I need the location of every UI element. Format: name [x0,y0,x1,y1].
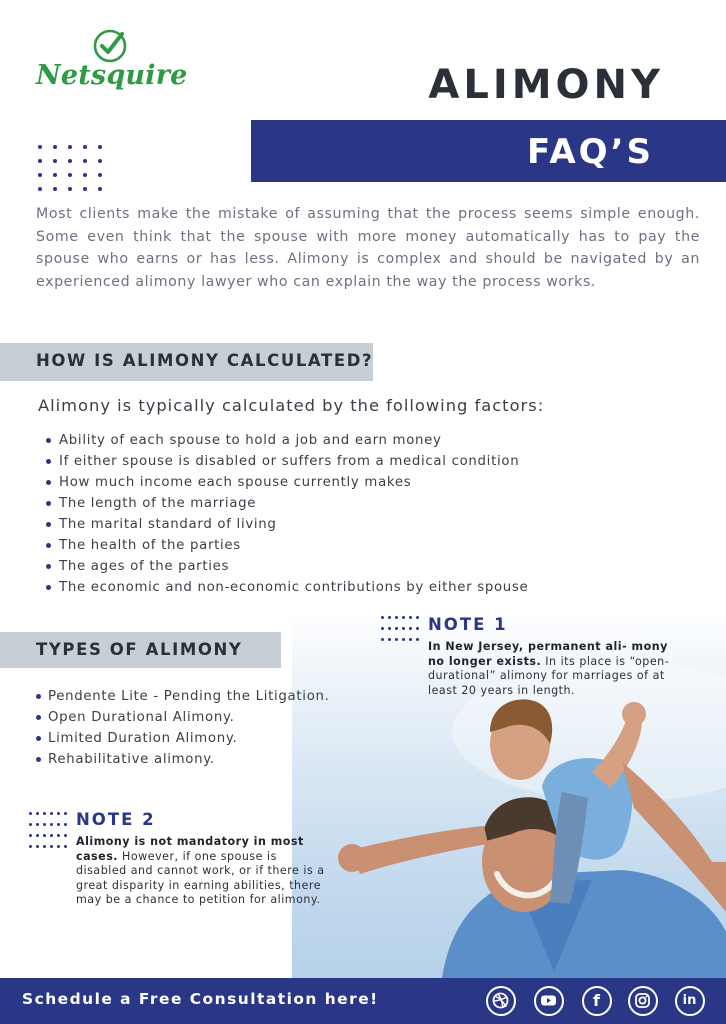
factor-list [46,430,528,598]
list-item: If either spouse is disabled or suffers from a medical condition [46,451,528,472]
decorative-dot-grid [38,145,102,191]
list-item: The health of the parties [46,535,528,556]
types-heading: TYPES OF ALIMONY [36,640,243,659]
note1-body [428,640,680,698]
page-title: ALIMONY [428,62,664,108]
schedule-consultation-link[interactable]: Schedule a Free Consultation here! [22,990,379,1008]
list-item: Pendente Lite - Pending the Litigation. [36,686,330,707]
list-item: Rehabilitative alimony. [36,749,330,770]
list-item: The economic and non-economic contributions by either spouse [46,577,528,598]
note1-text: In its place is “open-durational” alimony for marriages of at least 20 years in length. [428,654,670,697]
note2-text: However, if one spouse is disabled and cannot work, or if there is a great disparity in earning abilities, there may be a chance to petition for alimony. [76,849,325,907]
types-heading-band [0,632,281,668]
page-subtitle: FAQ’S [527,132,654,172]
faq-banner [251,120,726,182]
intro-paragraph: Most clients make the mistake of assuming that the process seems simple enough. Some even think that the spouse with more money automatically has to pay the spouse who earns or has less. Alimony is complex and should be navigated by an experienced alimony lawyer who can explain the way the process works. [36,206,700,290]
note2-body [76,835,328,908]
brand-name: Netsquire [36,60,188,91]
calculation-heading-band [0,343,373,381]
decorative-dot-grid [381,616,419,641]
checkmark-circle-icon [92,28,128,64]
calculation-heading: HOW IS ALIMONY CALCULATED? [36,351,374,370]
note1-bold: In New Jersey, permanent ali- mony no longer exists. [428,640,668,668]
list-item: How much income each spouse currently makes [46,472,528,493]
decorative-dot-grid [29,812,67,848]
types-list [36,686,330,770]
list-item: The ages of the parties [46,556,528,577]
note2-bold: Alimony is not mandatory in most cases. [76,835,304,863]
list-item: Ability of each spouse to hold a job and earn money [46,430,528,451]
calculation-lead: Alimony is typically calculated by the following factors: [38,396,545,415]
list-item: The length of the marriage [46,493,528,514]
youtube-icon[interactable] [534,986,564,1016]
dribbble-icon[interactable] [486,986,516,1016]
instagram-icon[interactable] [628,986,658,1016]
list-item: Limited Duration Alimony. [36,728,330,749]
note2-heading: NOTE 2 [76,810,156,829]
linkedin-icon[interactable]: in [675,986,705,1016]
footer-bar [0,978,726,1024]
list-item: The marital standard of living [46,514,528,535]
brand-logo[interactable] [30,28,190,98]
list-item: Open Durational Alimony. [36,707,330,728]
facebook-icon[interactable]: f [582,986,612,1016]
note1-heading: NOTE 1 [428,615,508,634]
